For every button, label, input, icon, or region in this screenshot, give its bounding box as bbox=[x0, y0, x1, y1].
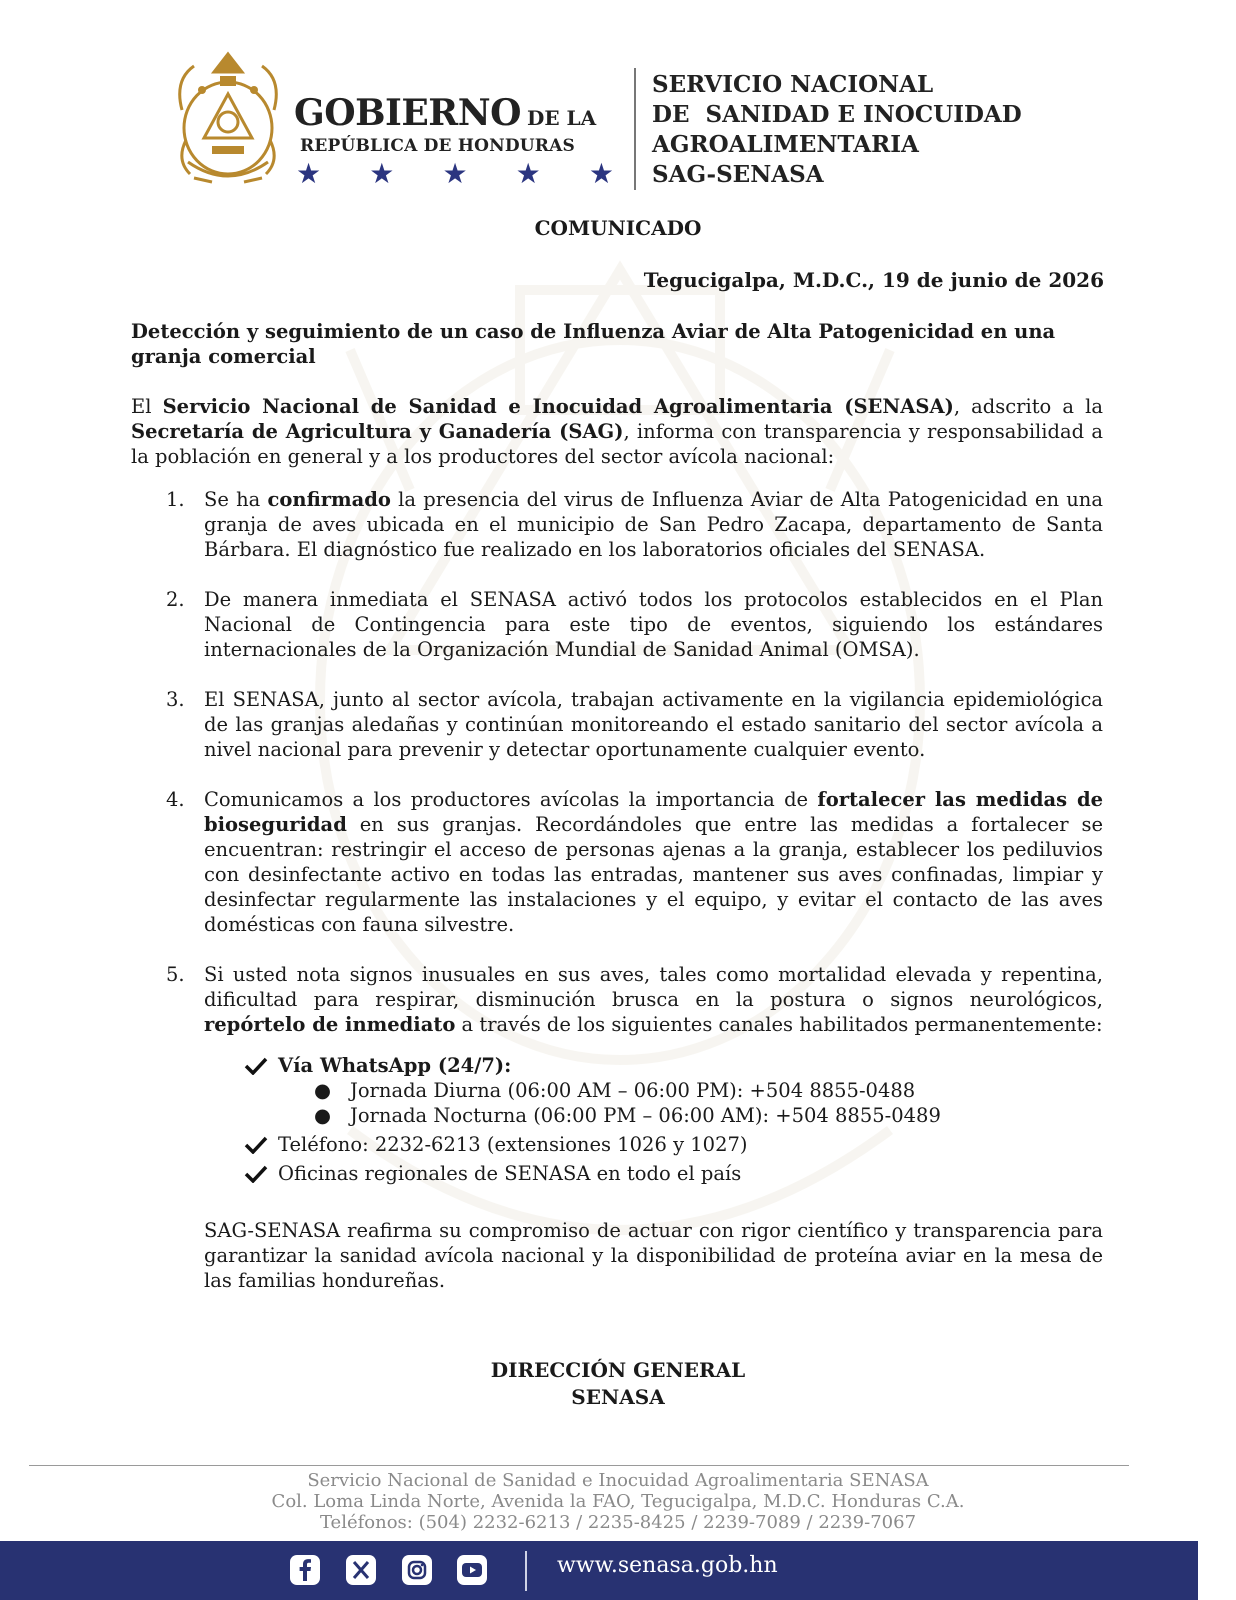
star-icon: ★ bbox=[296, 157, 322, 190]
item-bold: repórtelo de inmediato bbox=[204, 1013, 456, 1036]
footer-bar-divider bbox=[525, 1551, 527, 1591]
item-bold: confirmado bbox=[267, 488, 391, 511]
star-icon: ★ bbox=[588, 157, 614, 190]
footer-contact bbox=[0, 1470, 1236, 1533]
channel-night-shift bbox=[244, 1103, 941, 1128]
list-number: 2. bbox=[166, 588, 185, 611]
intro-text: , informa con transparencia y responsabilidad a la población en general y a los productores del sector avícola nacional: bbox=[131, 420, 1104, 468]
list-number: 1. bbox=[166, 488, 185, 511]
header-divider bbox=[634, 68, 636, 190]
agency-name bbox=[652, 70, 1022, 190]
subject-heading: Detección y seguimiento de un caso de Influenza Aviar de Alta Patogenicidad en una granja comercial bbox=[131, 320, 1056, 368]
check-icon bbox=[244, 1136, 268, 1154]
item-text: Comunicamos a los productores avícolas la importancia de bbox=[204, 788, 818, 811]
facebook-icon[interactable] bbox=[289, 1554, 321, 1586]
item-text: a través de los siguientes canales habilitados permanentemente: bbox=[455, 1013, 1103, 1036]
item-text: Se ha bbox=[204, 488, 268, 511]
list-item-text: El SENASA, junto al sector avícola, trabajan activamente en la vigilancia epidemiológica de las granjas aledañas y continúan monitoreando el estado sanitario del sector avícola a nivel nacional para prevenir y detectar oportunamente cualquier evento. bbox=[204, 688, 1103, 761]
x-icon[interactable] bbox=[345, 1554, 377, 1586]
item-text: en sus granjas. Recordándoles que entre las medidas a fortalecer se encuentran: restringir el acceso de personas ajenas a la granja, establecer los pediluvios con desinfectante activo en todas las entradas, mantener sus aves confinadas, limpiar y desinfectar regularmente las instalaciones y el equipo, y evitar el contacto de las aves domésticas con fauna silvestre. bbox=[204, 813, 1103, 936]
bullet-icon: ● bbox=[314, 1104, 332, 1127]
channel-label: Teléfono: 2232-6213 (extensiones 1026 y 1027) bbox=[278, 1133, 748, 1156]
check-icon bbox=[244, 1165, 268, 1183]
list-number: 5. bbox=[166, 963, 185, 986]
channel-label: Oficinas regionales de SENASA en todo el país bbox=[278, 1162, 742, 1185]
list-item-1 bbox=[131, 487, 1103, 562]
list-item-text bbox=[204, 787, 1103, 937]
item-text: Si usted nota signos inusuales en sus aves, tales como mortalidad elevada y repentina, dificultad para respirar, disminución brusca en la postura o signos neurológicos, bbox=[204, 963, 1103, 1011]
list-number: 4. bbox=[166, 788, 185, 811]
channel-offices bbox=[244, 1161, 941, 1186]
instagram-icon[interactable] bbox=[401, 1554, 433, 1586]
star-icon: ★ bbox=[515, 157, 541, 190]
footer-divider bbox=[29, 1465, 1129, 1466]
youtube-icon[interactable] bbox=[456, 1554, 488, 1586]
agency-line: SAG-SENASA bbox=[652, 161, 824, 188]
footer-line: Col. Loma Linda Norte, Avenida la FAO, Tegucigalpa, M.D.C. Honduras C.A. bbox=[271, 1491, 965, 1512]
list-item-2 bbox=[131, 587, 1103, 662]
item-bold: fortalecer las medidas de bioseguridad bbox=[204, 788, 1104, 836]
honduras-coat-of-arms-icon bbox=[172, 50, 284, 192]
intro-text: , adscrito a la bbox=[953, 395, 1104, 418]
gobierno-label: GOBIERNO bbox=[294, 92, 521, 134]
closing-paragraph: SAG-SENASA reafirma su compromiso de actuar con rigor científico y transparencia para garantizar la sanidad avícola nacional y la disponibilidad de proteína aviar en la mesa de las familias hondureñas. bbox=[204, 1219, 1103, 1292]
report-channels bbox=[244, 1053, 941, 1186]
star-row bbox=[296, 157, 614, 190]
channel-phone bbox=[244, 1132, 941, 1157]
footer-line: Teléfonos: (504) 2232-6213 / 2235-8425 / 2239-7089 / 2239-7067 bbox=[319, 1512, 917, 1533]
document-title: COMUNICADO bbox=[534, 216, 702, 240]
list-item-text bbox=[204, 962, 1103, 1037]
item-text: la presencia del virus de Influenza Aviar de Alta Patogenicidad en una granja de aves ubicada en el municipio de San Pedro Zacapa, departamento de Santa Bárbara. El diagnóstico fue realizado en los laboratorios oficiales del SENASA. bbox=[204, 488, 1103, 561]
list-item-5 bbox=[131, 962, 1103, 1037]
footer-line: Servicio Nacional de Sanidad e Inocuidad Agroalimentaria SENASA bbox=[307, 1470, 929, 1491]
channel-label: Vía WhatsApp (24/7): bbox=[278, 1054, 512, 1077]
list-item-4 bbox=[131, 787, 1103, 937]
intro-paragraph bbox=[131, 394, 1103, 469]
check-icon bbox=[244, 1057, 268, 1075]
intro-bold: Servicio Nacional de Sanidad e Inocuidad Agroalimentaria (SENASA) bbox=[162, 395, 954, 418]
star-icon: ★ bbox=[369, 157, 395, 190]
channel-night-text: Jornada Nocturna (06:00 PM – 06:00 AM): +504 8855-0489 bbox=[350, 1104, 941, 1127]
channel-day-text: Jornada Diurna (06:00 AM – 06:00 PM): +504 8855-0488 bbox=[350, 1079, 916, 1102]
de-la-label: DE LA bbox=[527, 106, 597, 130]
channel-whatsapp bbox=[244, 1053, 941, 1078]
dateline: Tegucigalpa, M.D.C., 19 de junio de 2026 bbox=[643, 268, 1104, 292]
bullet-icon: ● bbox=[314, 1079, 332, 1102]
star-icon: ★ bbox=[442, 157, 468, 190]
list-item-text bbox=[204, 487, 1103, 562]
signature-line: DIRECCIÓN GENERAL bbox=[490, 1358, 746, 1382]
list-item-text: De manera inmediata el SENASA activó todos los protocolos establecidos en el Plan Nacional de Contingencia para este tipo de eventos, siguiendo los estándares internacionales de la Organización Mundial de Sanidad Animal (OMSA). bbox=[204, 588, 1103, 661]
list-item-3 bbox=[131, 687, 1103, 762]
agency-line: AGROALIMENTARIA bbox=[652, 131, 919, 158]
government-wordmark bbox=[294, 92, 596, 134]
channel-day-shift bbox=[244, 1078, 941, 1103]
intro-text: El bbox=[131, 395, 163, 418]
agency-line: SERVICIO NACIONAL bbox=[652, 71, 934, 98]
agency-line: DE SANIDAD E INOCUIDAD bbox=[652, 101, 1022, 128]
signature-line: SENASA bbox=[571, 1385, 665, 1409]
signature-block bbox=[0, 1357, 1236, 1411]
list-number: 3. bbox=[166, 688, 185, 711]
website-link[interactable]: www.senasa.gob.hn bbox=[557, 1553, 778, 1578]
republic-label: REPÚBLICA DE HONDURAS bbox=[300, 136, 575, 156]
intro-bold: Secretaría de Agricultura y Ganadería (SAG) bbox=[131, 420, 624, 443]
